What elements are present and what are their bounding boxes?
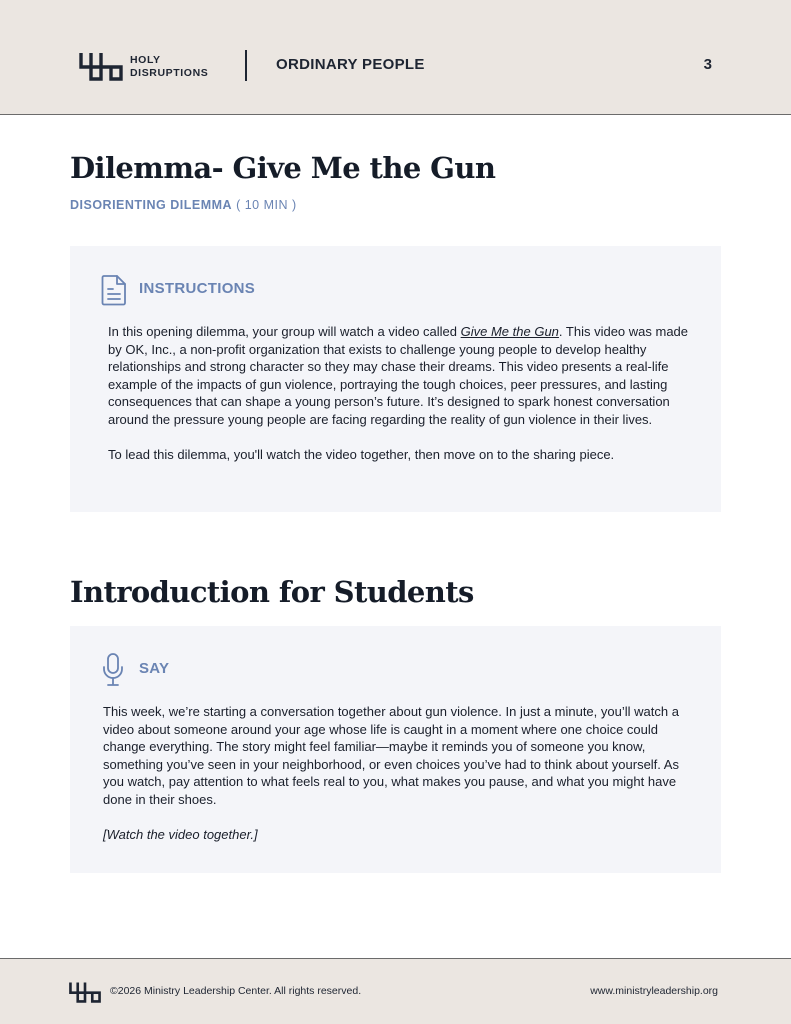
say-paragraph-1: This week, we’re starting a conversation together about gun violence. In just a minute, you’ll watch a video about someone around your age whose life is caught in a moment where one choice could change everything. The story might feel familiar—maybe it reminds you of someone you know, something you’ve seen in your neighborhood, or even choices you’ve had to think about yourself. As you watch, pay attention to what feels real to you, what makes you pause, and what you might have done in their shoes.: [103, 704, 679, 807]
footer-logo-icon: [69, 981, 101, 1003]
copyright-notice: ©2026 Ministry Leadership Center. All rights reserved.: [110, 985, 362, 997]
say-body: [103, 703, 693, 843]
instructions-panel: [70, 246, 721, 512]
header-divider: [245, 50, 247, 81]
say-panel: [70, 626, 721, 873]
page-number: 3: [703, 56, 712, 73]
page-header: [0, 0, 791, 115]
brand-name: [130, 54, 208, 80]
document-icon: [100, 274, 128, 306]
series-title: ORDINARY PEOPLE: [276, 56, 425, 73]
instructions-text-start: In this opening dilemma, your group will watch a video called: [108, 324, 461, 339]
instructions-paragraph-1: [108, 323, 700, 428]
website-link[interactable]: www.ministryleadership.org: [590, 985, 718, 997]
instructions-body: [108, 323, 700, 463]
instructions-heading: INSTRUCTIONS: [139, 280, 256, 297]
holy-disruptions-logo-icon: [79, 51, 123, 81]
video-title-link[interactable]: Give Me the Gun: [460, 324, 559, 339]
microphone-icon: [102, 652, 124, 688]
instructions-paragraph-2: To lead this dilemma, you'll watch the video together, then move on to the sharing piece.: [108, 446, 615, 462]
page-footer: [0, 958, 791, 1024]
say-stage-direction: [Watch the video together.]: [103, 826, 258, 842]
say-heading: SAY: [139, 660, 170, 677]
subtitle-duration: ( 10 MIN ): [232, 198, 297, 212]
brand-line-2: DISRUPTIONS: [130, 67, 209, 79]
instructions-text-rest: . This video was made by OK, Inc., a non-profit organization that exists to challenge young people to develop healthy relationships and strong character so they may chase their dreams. This video presents a real-life example of the impacts of gun violence, portraying the tough choices, peer pressures, and lasting consequences that can shape a young person’s future. It’s designed to spark honest conversation around the pressure young people are facing regarding the reality of gun violence in their lives.: [108, 324, 689, 427]
subtitle-label: DISORIENTING DILEMMA: [70, 198, 233, 212]
section-subtitle: [70, 198, 297, 212]
brand-line-1: HOLY: [130, 54, 161, 66]
section-title-dilemma: Dilemma- Give Me the Gun: [70, 151, 496, 185]
section-title-introduction: Introduction for Students: [70, 575, 474, 609]
